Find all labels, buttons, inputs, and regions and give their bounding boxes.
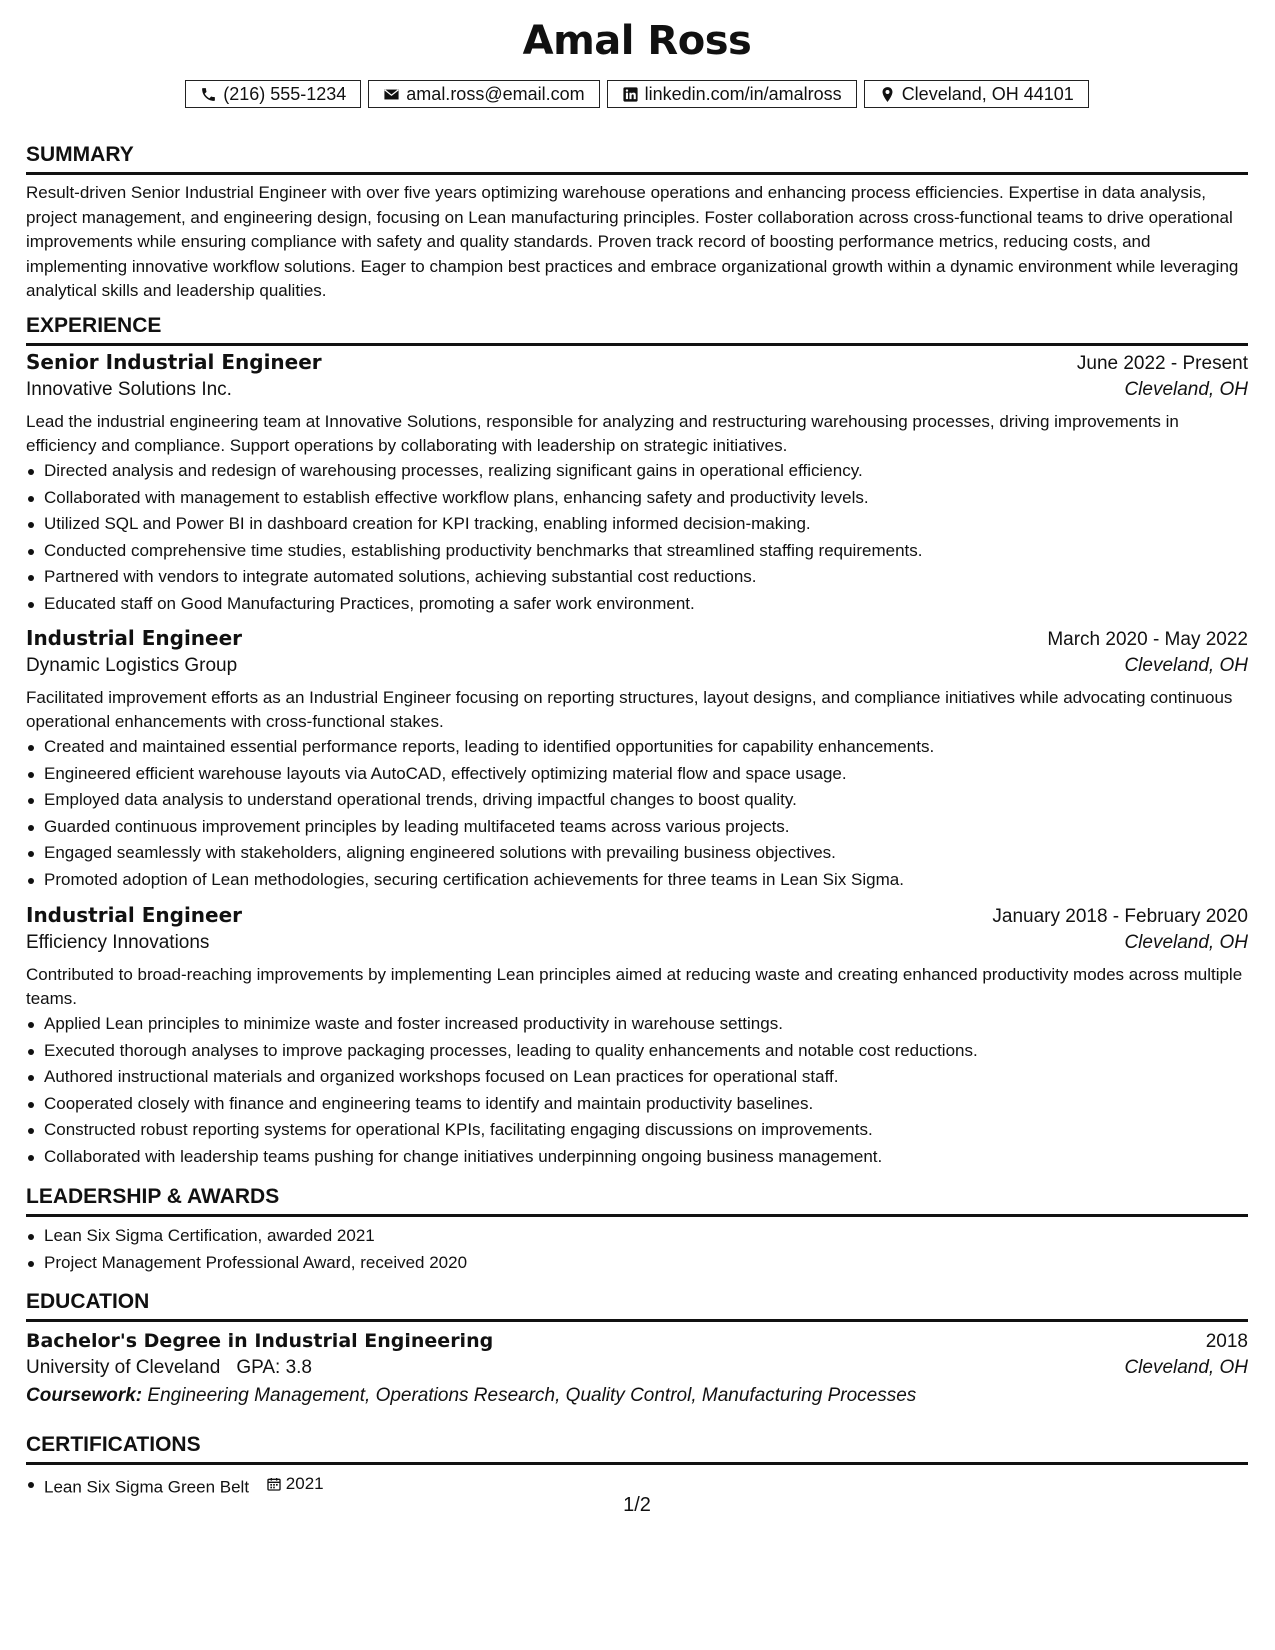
job-entry	[26, 903, 1248, 1170]
job-title: Industrial Engineer	[26, 626, 243, 650]
list-item: Collaborated with leadership teams pushing for change initiatives underpinning ongoing business management.	[26, 1144, 1248, 1171]
job-bullets	[26, 1011, 1248, 1170]
school-location: Cleveland, OH	[1124, 1357, 1248, 1378]
page-number: 1/2	[623, 1494, 651, 1516]
job-title: Industrial Engineer	[26, 903, 243, 927]
coursework-label: Coursework:	[26, 1385, 143, 1406]
gpa: GPA: 3.8	[236, 1357, 312, 1378]
company-name: Dynamic Logistics Group	[26, 655, 238, 676]
location-chip[interactable]	[864, 80, 1089, 108]
list-item: Collaborated with management to establish effective workflow plans, enhancing safety and productivity levels.	[26, 485, 1248, 512]
job-entry	[26, 626, 1248, 893]
job-location: Cleveland, OH	[1124, 932, 1248, 953]
job-dates: January 2018 - February 2020	[992, 906, 1248, 927]
company-name: Innovative Solutions Inc.	[26, 379, 232, 400]
section-divider	[26, 1462, 1248, 1465]
job-description: Lead the industrial engineering team at Innovative Solutions, responsible for analyzing and restructuring warehousing processes, driving improvements in efficiency and compliance. Support operations by collaborating with leadership on strategic initiatives.	[26, 412, 1179, 455]
certification-name: Lean Six Sigma Green Belt	[44, 1477, 250, 1497]
job-description: Facilitated improvement efforts as an Industrial Engineer focusing on reporting structures, layout designs, and compliance initiatives while advocating continuous operational enhancements with cross-functional stakes.	[26, 688, 1233, 731]
calendar-icon	[266, 1476, 282, 1492]
leadership-section	[26, 1183, 1248, 1276]
section-divider	[26, 1214, 1248, 1217]
list-item: Created and maintained essential performance reports, leading to identified opportunities for capability enhancements.	[26, 734, 1248, 761]
list-item: Applied Lean principles to minimize waste and foster increased productivity in warehouse settings.	[26, 1011, 1248, 1038]
coursework	[26, 1385, 1248, 1407]
degree-title: Bachelor's Degree in Industrial Engineering	[26, 1330, 494, 1352]
email-chip[interactable]	[368, 80, 599, 108]
experience-section	[26, 312, 1248, 346]
linkedin-text: linkedin.com/in/amalross	[644, 83, 842, 104]
job-location: Cleveland, OH	[1124, 379, 1248, 400]
list-item: Directed analysis and redesign of warehousing processes, realizing significant gains in operational efficiency.	[26, 458, 1248, 485]
coursework-list: Engineering Management, Operations Research, Quality Control, Manufacturing Processes	[147, 1385, 917, 1406]
contact-bar	[26, 80, 1248, 108]
school-name: University of Cleveland	[26, 1357, 221, 1378]
section-title: EDUCATION	[26, 1290, 150, 1313]
list-item: Engineered efficient warehouse layouts via AutoCAD, effectively optimizing material flow and space usage.	[26, 761, 1248, 788]
job-description: Contributed to broad-reaching improvements by implementing Lean principles aimed at reducing waste and creating enhanced productivity modes across multiple teams.	[26, 965, 1243, 1008]
candidate-name: Amal Ross	[522, 18, 752, 64]
list-item: Guarded continuous improvement principles by leading multifaceted teams across various projects.	[26, 814, 1248, 841]
company-name: Efficiency Innovations	[26, 932, 210, 953]
certifications-section	[26, 1431, 1248, 1501]
map-pin-icon	[879, 86, 896, 103]
section-title: CERTIFICATIONS	[26, 1433, 201, 1456]
section-divider	[26, 172, 1248, 175]
list-item: Engaged seamlessly with stakeholders, aligning engineered solutions with prevailing business objectives.	[26, 840, 1248, 867]
section-title: SUMMARY	[26, 143, 134, 166]
education-section	[26, 1288, 1248, 1407]
job-bullets	[26, 458, 1248, 617]
list-item: Partnered with vendors to integrate automated solutions, achieving substantial cost reductions.	[26, 564, 1248, 591]
phone-chip[interactable]	[185, 80, 361, 108]
summary-section	[26, 141, 1248, 304]
envelope-icon	[383, 86, 400, 103]
list-item: Cooperated closely with finance and engineering teams to identify and maintain productivity baselines.	[26, 1091, 1248, 1118]
job-title: Senior Industrial Engineer	[26, 350, 322, 374]
phone-icon	[200, 86, 217, 103]
summary-text: Result-driven Senior Industrial Engineer with over five years optimizing warehouse operations and enhancing process efficiencies. Expertise in data analysis, project management, and engineering design, focusing on Lean manufacturing principles. Foster collaboration across cross-functional teams to drive operational improvements while ensuring compliance with safety and quality standards. Proven track record of boosting performance metrics, reducing costs, and implementing innovative workflow solutions. Eager to champion best practices and embrace organizational growth within a dynamic environment while leveraging analytical skills and leadership qualities.	[26, 183, 1239, 300]
graduation-year: 2018	[1205, 1331, 1248, 1352]
job-bullets	[26, 734, 1248, 893]
list-item: Utilized SQL and Power BI in dashboard creation for KPI tracking, enabling informed decision-making.	[26, 511, 1248, 538]
section-divider	[26, 1319, 1248, 1322]
awards-list	[26, 1223, 1248, 1276]
section-divider	[26, 343, 1248, 346]
list-item: Employed data analysis to understand operational trends, driving impactful changes to boost quality.	[26, 787, 1248, 814]
phone-text: (216) 555-1234	[223, 83, 347, 104]
list-item: Conducted comprehensive time studies, establishing productivity benchmarks that streamlined staffing requirements.	[26, 538, 1248, 565]
section-title: LEADERSHIP & AWARDS	[26, 1185, 280, 1208]
job-entry	[26, 350, 1248, 617]
job-dates: June 2022 - Present	[1076, 353, 1248, 374]
job-location: Cleveland, OH	[1124, 655, 1248, 676]
email-text: amal.ross@email.com	[406, 83, 585, 104]
list-item: Educated staff on Good Manufacturing Practices, promoting a safer work environment.	[26, 591, 1248, 618]
location-text: Cleveland, OH 44101	[901, 83, 1074, 104]
certification-year: 2021	[285, 1474, 324, 1493]
list-item: Constructed robust reporting systems for operational KPIs, facilitating engaging discussions on improvements.	[26, 1117, 1248, 1144]
list-item: Lean Six Sigma Certification, awarded 2021	[26, 1223, 1248, 1250]
section-title: EXPERIENCE	[26, 314, 162, 337]
list-item: Project Management Professional Award, received 2020	[26, 1250, 1248, 1277]
list-item: Authored instructional materials and organized workshops focused on Lean practices for operational staff.	[26, 1064, 1248, 1091]
list-item: Executed thorough analyses to improve packaging processes, leading to quality enhancements and notable cost reductions.	[26, 1038, 1248, 1065]
list-item: Promoted adoption of Lean methodologies, securing certification achievements for three teams in Lean Six Sigma.	[26, 867, 1248, 894]
linkedin-icon	[622, 86, 639, 103]
linkedin-chip[interactable]	[607, 80, 857, 108]
job-dates: March 2020 - May 2022	[1047, 629, 1248, 650]
